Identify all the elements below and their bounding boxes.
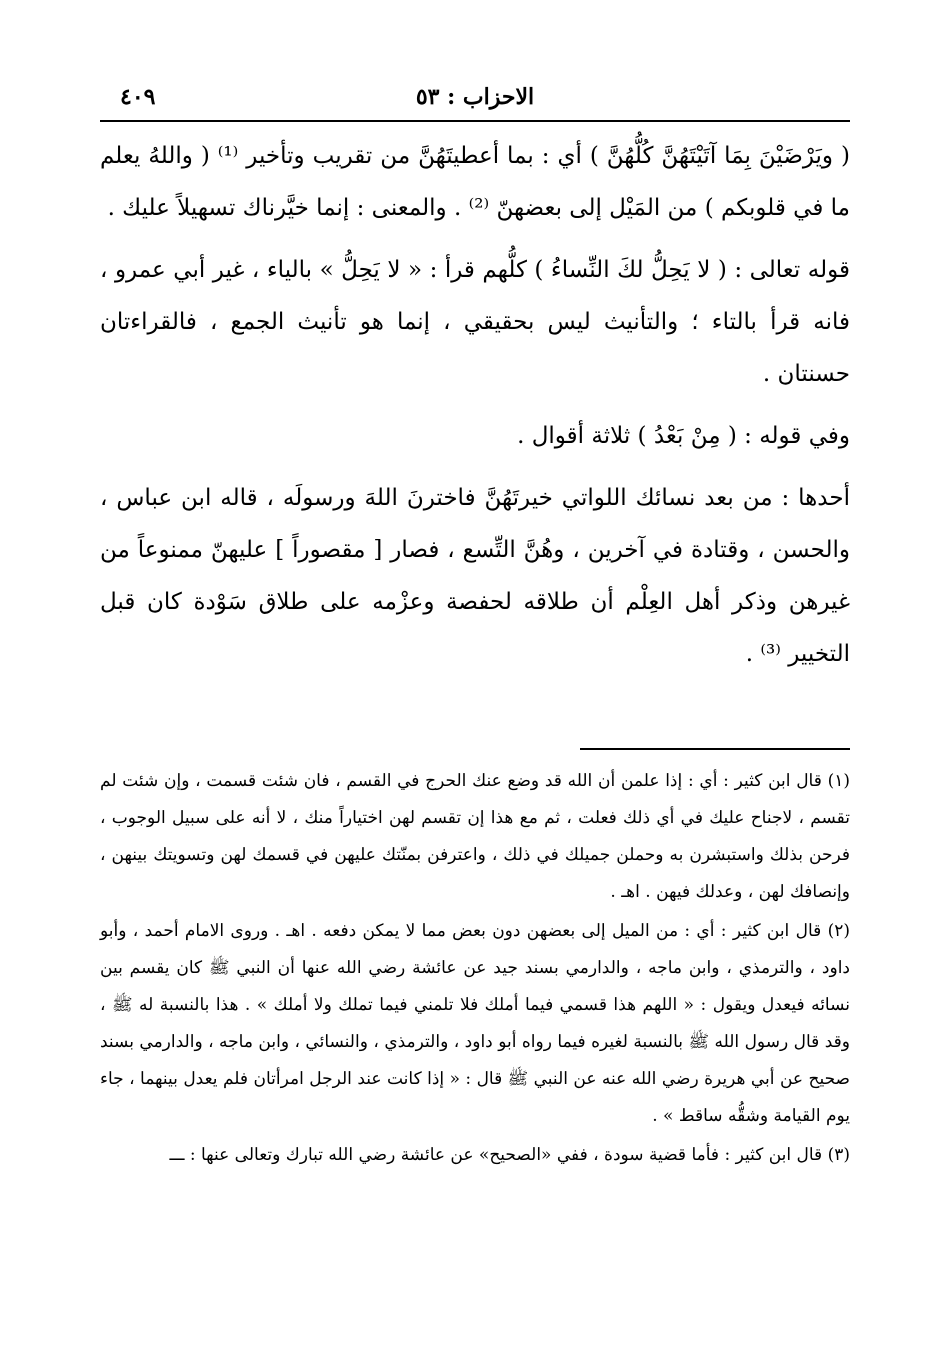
footnote: (٣) قال ابن كثير : فأما قضية سودة ، ففي «الصحيح» عن عائشة رضي الله تبارك وتعالى عنها : ـــ (169, 1145, 850, 1165)
footnote-separator (580, 748, 850, 750)
paragraph: ( ويَرْضَيْنَ بِمَا آتَيْتَهُنَّ كُلُّهُنَّ ) أي : بما أعطيتَهُنَّ من تقريب وتأخير ⁽¹⁾ ( واللهُ يعلم ما في قلوبكم ) من المَيْل إلى بعضهنّ ⁽²⁾ . والمعنى : إنما خيَّرناك تسهيلاً عليك . (100, 143, 850, 221)
page-number: ٤٠٩ (120, 84, 156, 110)
page-header (100, 78, 850, 120)
header-rule (100, 120, 850, 122)
footnote: (١) قال ابن كثير : أي : إذا علمن أن الله قد وضع عنك الحرج في القسم ، فان شئت قسمت ، وإن شئت لم تقسم ، لاجناح عليك في أي ذلك فعلت ، ثم مع هذا إن تقسم لهن اختياراً منك ، لا أنه على سبيل الوجوب ، فرحن بذلك واستبشرن به وحملن جميلك في ذلك ، واعترفن بمنّتك عليهن في قسمك لهن وتسويتك بينهن ، وإنصافك لهن ، وعدلك فيهن . اهـ . (100, 771, 850, 902)
paragraph: أحدها : من بعد نسائك اللواتي خيرتَهُنَّ فاخترنَ اللهَ ورسولَه ، قاله ابن عباس ، والحسن ، وقتادة في آخرين ، وهُنَّ التِّسع ، فصار [ مقصوراً ] عليهنّ ممنوعاً من غيرهن وذكر أهل العِلْم أن طلاقه لحفصة وعزْمه على طلاق سَوْدة كان قبل التخيير ⁽³⁾ . (100, 485, 850, 667)
footnote: (٢) قال ابن كثير : أي : من الميل إلى بعضهن دون بعض مما لا يمكن دفعه . اهـ . وروى الامام أحمد ، وأبو داود ، والترمذي ، وابن ماجه ، والدارمي بسند جيد عن عائشة رضي الله عنها أن النبي ﷺ كان يقسم بين نسائه فيعدل ويقول : « اللهم هذا قسمي فيما أملك فلا تلمني فيما تملك ولا أملك » . هذا بالنسبة له ﷺ ، وقد قال رسول الله ﷺ بالنسبة لغيره فيما رواه أبو داود ، والترمذي ، والنسائي ، وابن ماجه ، والدارمي بسند صحيح عن أبي هريرة رضي الله عنه عن النبي ﷺ قال : « إذا كانت عند الرجل امرأتان فلم يعدل بينهما ، جاء يوم القيامة وشقُّه ساقط » . (100, 921, 850, 1126)
footnotes (100, 763, 850, 1176)
paragraph: قوله تعالى : ( لا يَحِلُّ لكَ النِّساءُ ) كلُّهم قرأ : « لا يَحِلُّ » بالياء ، غير أبي عمرو ، فانه قرأ بالتاء ؛ والتأنيث ليس بحقيقي ، إنما هو تأنيث الجمع ، فالقراءتان حسنتان . (100, 257, 850, 387)
paragraph: وفي قوله : ( مِنْ بَعْدُ ) ثلاثة أقوال . (517, 423, 850, 449)
book-page (100, 78, 850, 1165)
main-text (100, 130, 850, 690)
running-title: الاحزاب : ٥٣ (415, 84, 535, 110)
